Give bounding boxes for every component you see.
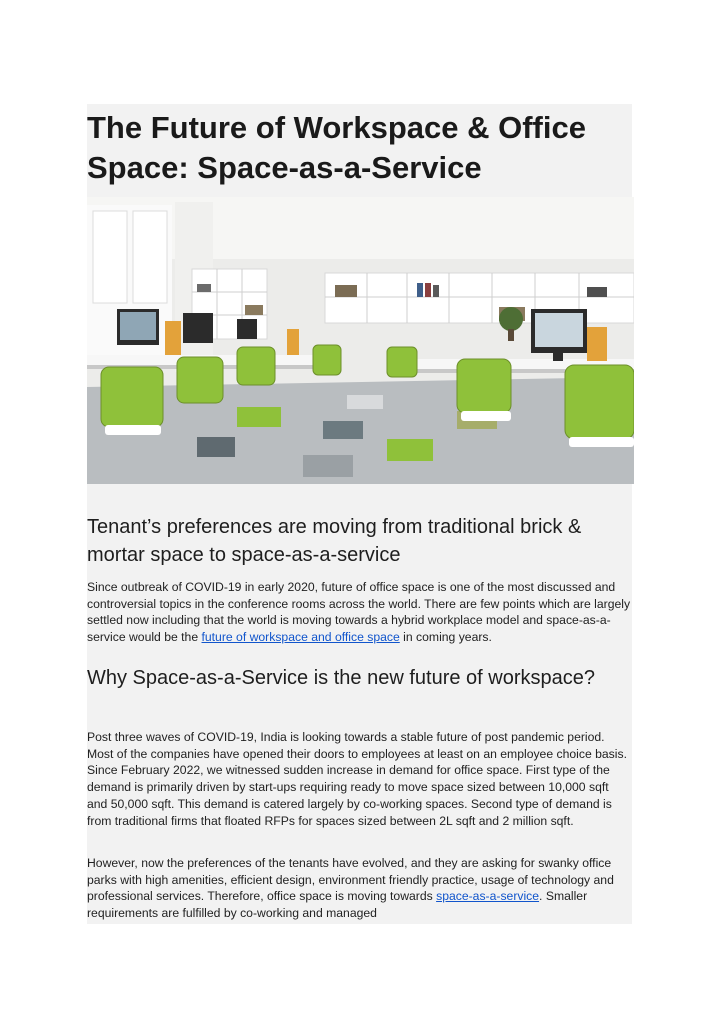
- paragraph-text: However, now the preferences of the tenants have evolved, and they are asking for swanky office parks with high amenities, efficient design, environment friendly practice, usage of technology and professional services. Therefore, office space is moving towards: [87, 856, 614, 904]
- section-heading-tenant-preferences: Tenant’s preferences are moving from traditional brick & mortar space to space-as-a-service: [87, 516, 582, 566]
- paragraph-covid-outbreak: [87, 579, 632, 646]
- office-hero-image: [87, 197, 634, 484]
- paragraph-tenant-preferences: [87, 855, 632, 922]
- space-as-a-service-link[interactable]: space-as-a-service: [436, 889, 540, 904]
- section-heading-why-saas: Why Space-as-a-Service is the new future of workspace?: [87, 667, 595, 689]
- page-title: The Future of Workspace & Office Space: Space-as-a-Service: [87, 110, 586, 185]
- future-of-workspace-link[interactable]: future of workspace and office space: [201, 630, 400, 645]
- paragraph-text: in coming years.: [399, 630, 492, 645]
- paragraph-text: Since outbreak of COVID-19 in early 2020, future of office space is one of the most discussed and controversial topics in the conference rooms across the world. There are few points which are largely settled now including that the world is moving towards a hybrid workplace model and space-as-a-service would be the: [87, 580, 631, 645]
- paragraph-text: . Smaller requirements are fulfilled by co-working and managed: [87, 889, 588, 921]
- paragraph-post-covid-demand: Post three waves of COVID-19, India is looking towards a stable future of post pandemic period. Most of the companies have opened their doors to employees at least on an employee choice basis. Since February 2022, we witnessed sudden increase in demand for office space. First type of the demand is primarily driven by start-ups requiring ready to move space sized between 10,000 sqft and 50,000 sqft. This demand is catered largely by co-working spaces. Second type of demand is from traditional firms that floated RFPs for spaces sized between 2L sqft and 2 million sqft.: [87, 730, 627, 828]
